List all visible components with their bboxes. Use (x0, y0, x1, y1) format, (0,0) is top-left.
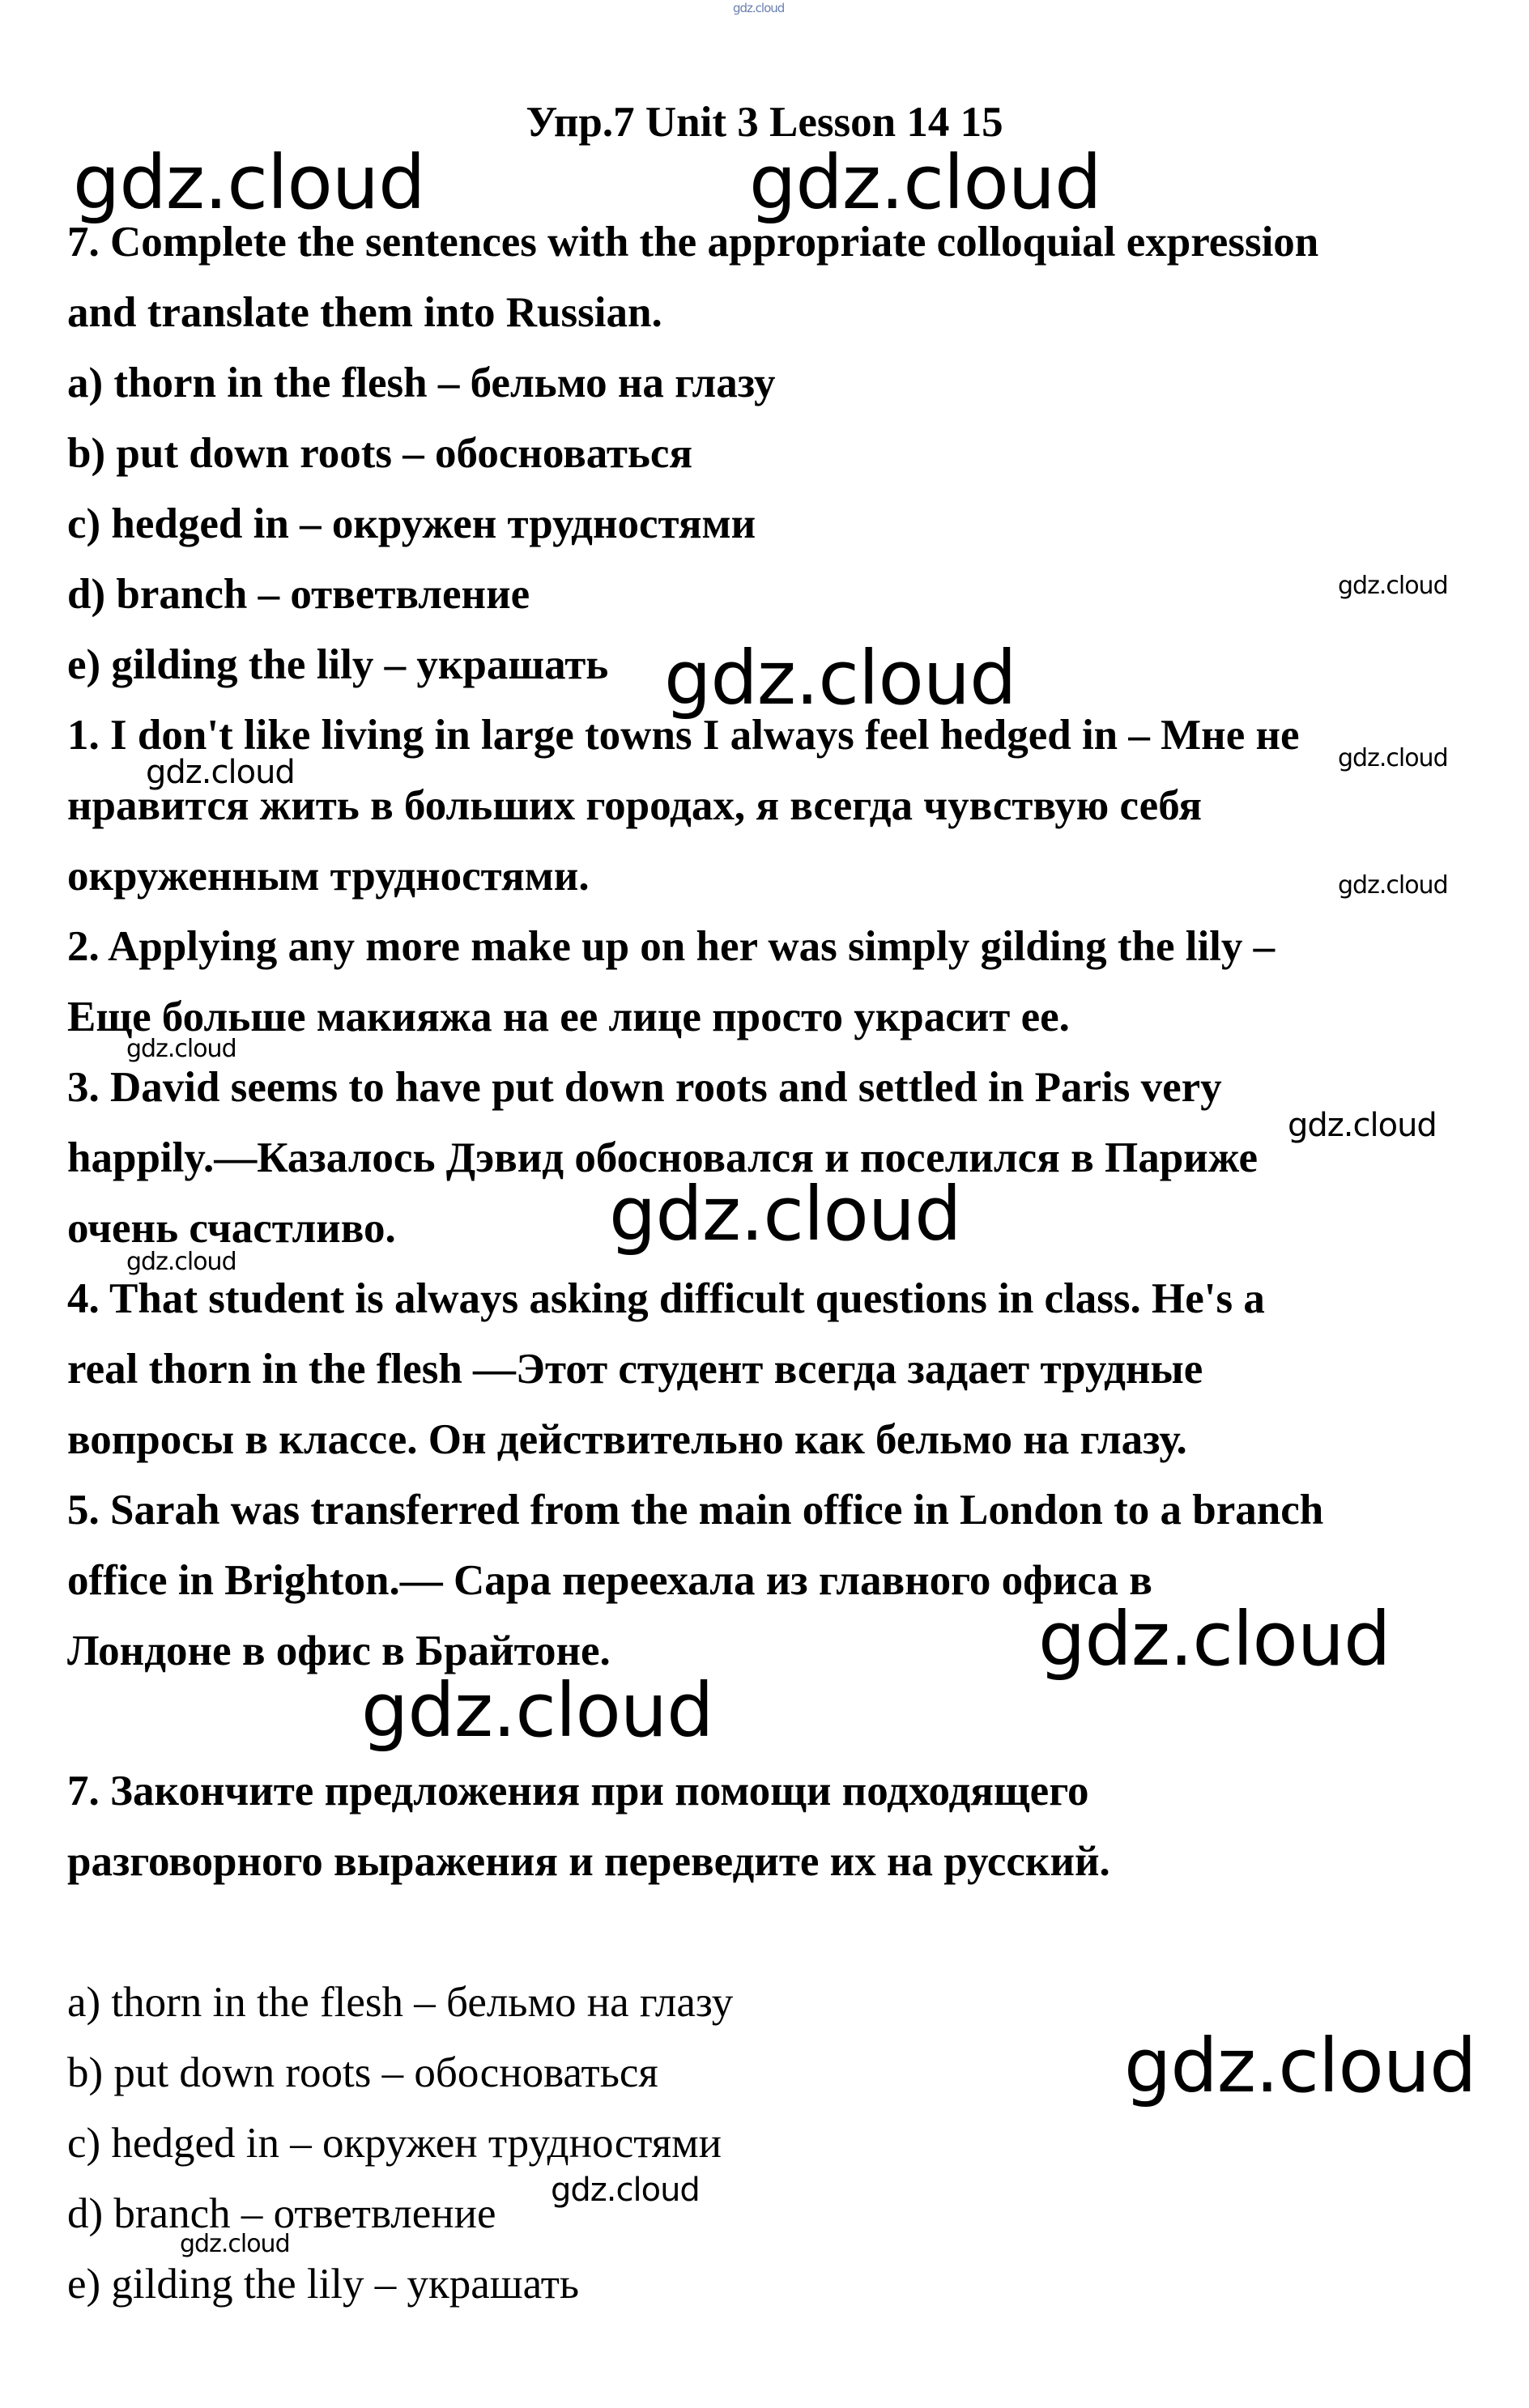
sentence-3-line-3: очень счастливо. (67, 1205, 396, 1252)
sentence-2-line-1: 2. Applying any more make up on her was simply gilding the lily – (67, 923, 1276, 970)
watermark-top-micro: gdz.cloud (733, 1, 785, 15)
sentence-5-line-3: Лондоне в офис в Брайтоне. (67, 1627, 611, 1674)
expression-ru-c: c) hedged in – окружен трудностями (67, 2120, 722, 2167)
watermark-small: gdz.cloud (146, 754, 295, 791)
sentence-3-line-2: happily.—Казалось Дэвид обосновался и поселился в Париже (67, 1134, 1258, 1181)
expression-ru-d: d) branch – ответвление (67, 2190, 496, 2237)
watermark-small: gdz.cloud (180, 2230, 290, 2258)
expression-e: e) gilding the lily – украшать (67, 641, 609, 688)
watermark-small: gdz.cloud (551, 2172, 700, 2209)
watermark-big: gdz.cloud (664, 635, 1016, 721)
page-title: Упр.7 Unit 3 Lesson 14 15 (526, 99, 1003, 146)
watermark-big: gdz.cloud (1124, 2023, 1476, 2109)
sentence-5-line-2: office in Brighton.— Сара переехала из главного офиса в (67, 1557, 1152, 1604)
expression-b: b) put down roots – обосноваться (67, 430, 693, 477)
task-instruction-line-2: and translate them into Russian. (67, 289, 662, 336)
sentence-1-line-1: 1. I don't like living in large towns I always feel hedged in – Мне не (67, 712, 1300, 759)
watermark-big: gdz.cloud (609, 1171, 961, 1257)
expression-ru-b: b) put down roots – обосноваться (67, 2049, 658, 2096)
watermark-small: gdz.cloud (1338, 744, 1448, 772)
watermark-big: gdz.cloud (749, 139, 1101, 226)
sentence-1-line-3: окруженным трудностями. (67, 853, 590, 900)
task-instruction-line-1: 7. Complete the sentences with the appropriate colloquial expression (67, 219, 1319, 266)
expression-a: a) thorn in the flesh – бельмо на глазу (67, 359, 776, 406)
watermark-small: gdz.cloud (126, 1248, 236, 1276)
watermark-small: gdz.cloud (1338, 572, 1448, 600)
watermark-big: gdz.cloud (361, 1667, 713, 1754)
sentence-3-line-1: 3. David seems to have put down roots and settled in Paris very (67, 1064, 1222, 1111)
expression-d: d) branch – ответвление (67, 571, 530, 618)
task-ru-line-1: 7. Закончите предложения при помощи подходящего (67, 1768, 1089, 1815)
watermark-big: gdz.cloud (73, 139, 425, 226)
watermark-big: gdz.cloud (1038, 1596, 1391, 1683)
watermark-small: gdz.cloud (126, 1035, 236, 1063)
sentence-4-line-3: вопросы в классе. Он действительно как бельмо на глазу. (67, 1416, 1187, 1463)
task-ru-line-2: разговорного выражения и переведите их на русский. (67, 1838, 1110, 1885)
sentence-4-line-1: 4. That student is always asking difficult questions in class. He's a (67, 1275, 1265, 1322)
sentence-2-line-2: Еще больше макияжа на ее лице просто украсит ее. (67, 993, 1070, 1040)
watermark-small: gdz.cloud (1288, 1107, 1437, 1144)
expression-c: c) hedged in – окружен трудностями (67, 500, 756, 547)
sentence-1-line-2: нравится жить в больших городах, я всегда чувствую себя (67, 782, 1203, 829)
sentence-5-line-1: 5. Sarah was transferred from the main office in London to a branch (67, 1487, 1324, 1534)
sentence-4-line-2: real thorn in the flesh —Этот студент всегда задает трудные (67, 1346, 1203, 1393)
expression-ru-a: a) thorn in the flesh – бельмо на глазу (67, 1979, 734, 2026)
watermark-small: gdz.cloud (1338, 871, 1448, 900)
expression-ru-e: e) gilding the lily – украшать (67, 2261, 580, 2308)
